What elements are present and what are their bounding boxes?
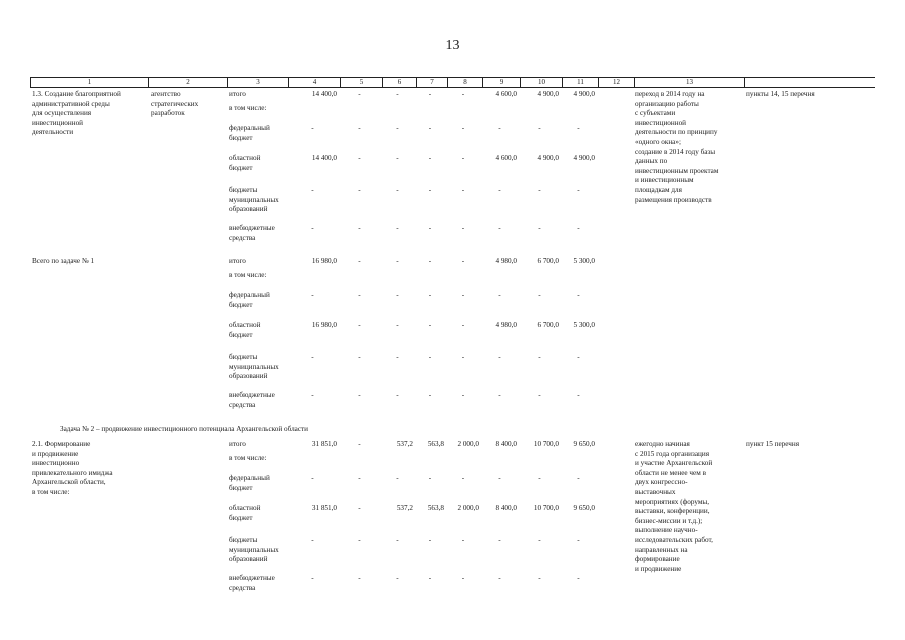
block3-row-value: -	[358, 504, 361, 512]
column-header-5: 5	[341, 78, 383, 87]
block2-row-value: -	[358, 321, 361, 329]
block2-row-value: -	[461, 321, 465, 329]
block2-row-value: -	[428, 257, 432, 265]
block3-row-value: 10 700,0	[533, 440, 559, 448]
column-header-6: 6	[383, 78, 417, 87]
block3-row-value: -	[428, 536, 432, 544]
block3-title: 2.1. Формирование и продвижение инвестиционно привлекательного имиджа Архангельской области, в том числе:	[32, 440, 113, 496]
block2-row-value: -	[358, 353, 361, 361]
block2-row-value: -	[311, 291, 314, 299]
block3-row-value: 8 400,0	[495, 504, 517, 512]
block3-row-value: -	[538, 574, 541, 582]
block3-row-label: бюджеты муниципальных образований	[229, 536, 279, 564]
block1-row-value: -	[577, 186, 580, 194]
block2-row-value: -	[577, 353, 580, 361]
column-header-3: 3	[228, 78, 289, 87]
block2-row-value: -	[428, 291, 432, 299]
block3-row-value: -	[396, 536, 399, 544]
block3-row-value: -	[396, 474, 399, 482]
block3-row-value: 9 650,0	[573, 440, 595, 448]
block2-row-value: 4 980,0	[495, 321, 517, 329]
block2-row-label: в том числе:	[229, 271, 267, 279]
block3-row-label: федеральный бюджет	[229, 474, 270, 492]
block3-row-value: -	[428, 574, 432, 582]
block3-row-value: 563,8	[427, 440, 444, 448]
block3-row-value: 2 000,0	[457, 440, 479, 448]
block2-row-value: -	[538, 291, 541, 299]
block1-row-value: 4 900,0	[537, 90, 559, 98]
block2-title: Всего по задаче № 1	[32, 257, 95, 265]
task-2-heading: Задача № 2 – продвижение инвестиционного потенциала Архангельской области	[60, 425, 309, 433]
block1-row-value: -	[396, 154, 399, 162]
block1-row-label: в том числе:	[229, 104, 267, 112]
block1-row-label: областной бюджет	[229, 154, 261, 172]
block1-row-value: -	[498, 124, 501, 132]
block1-agency: агентство стратегических разработок	[151, 90, 199, 118]
block2-row-value: -	[358, 291, 361, 299]
block1-row-value: -	[358, 90, 361, 98]
block1-row-value: -	[311, 224, 314, 232]
column-header-4: 4	[289, 78, 341, 87]
block1-row-value: -	[396, 124, 399, 132]
block1-row-label: федеральный бюджет	[229, 124, 270, 142]
block2-row-value: -	[461, 353, 465, 361]
block3-row-value: 8 400,0	[495, 440, 517, 448]
budget-table	[30, 77, 875, 592]
block1-row-value: -	[358, 154, 361, 162]
block1-row-label: внебюджетные средства	[229, 224, 275, 242]
block1-row-value: -	[358, 186, 361, 194]
block3-row-value: -	[577, 474, 580, 482]
block1-row-value: -	[396, 224, 399, 232]
block2-row-value: -	[538, 391, 541, 399]
column-header-12: 12	[599, 78, 635, 87]
block3-row-value: 31 851,0	[311, 440, 337, 448]
block2-row-value: -	[396, 291, 399, 299]
block2-row-value: -	[358, 257, 361, 265]
block3-row-value: -	[577, 574, 580, 582]
block3-row-value: -	[461, 574, 465, 582]
block1-row-value: -	[428, 90, 432, 98]
block3-row-value: -	[311, 574, 314, 582]
block1-row-value: -	[461, 90, 465, 98]
block3-row-value: 10 700,0	[533, 504, 559, 512]
block2-row-value: -	[311, 391, 314, 399]
block2-row-value: -	[577, 291, 580, 299]
block2-row-label: итого	[229, 257, 246, 265]
block1-row-value: 4 900,0	[573, 90, 595, 98]
block1-row-value: -	[577, 224, 580, 232]
block1-note: переход в 2014 году на организацию работы с субъектами инвестиционной деятельности по принципу «одного окна»; создание в 2014 году базы данных по инвестиционным проектам и инвестиционным площадкам для размещения производств	[635, 90, 719, 204]
block1-row-value: -	[311, 186, 314, 194]
block2-row-value: -	[538, 353, 541, 361]
block3-row-value: -	[358, 440, 361, 448]
block2-row-value: -	[498, 291, 501, 299]
block3-row-value: -	[498, 474, 501, 482]
block2-row-value: 4 980,0	[495, 257, 517, 265]
block2-row-label: внебюджетные средства	[229, 391, 275, 409]
block2-row-label: областной бюджет	[229, 321, 261, 339]
block2-row-label: бюджеты муниципальных образований	[229, 353, 279, 381]
block1-row-value: 4 900,0	[537, 154, 559, 162]
block1-row-value: -	[461, 224, 465, 232]
block2-row-value: 6 700,0	[537, 257, 559, 265]
block1-reference: пункты 14, 15 перечня	[746, 90, 815, 98]
column-header-2: 2	[149, 78, 228, 87]
block3-row-value: -	[577, 536, 580, 544]
block2-row-value: -	[396, 353, 399, 361]
block1-row-value: -	[498, 224, 501, 232]
block1-row-value: -	[461, 186, 465, 194]
table-header-row	[30, 77, 875, 88]
block2-row-value: -	[311, 353, 314, 361]
block2-row-value: -	[461, 391, 465, 399]
column-header-8: 8	[448, 78, 483, 87]
block3-row-label: внебюджетные средства	[229, 574, 275, 592]
block3-row-label: в том числе:	[229, 454, 267, 462]
column-header-9: 9	[483, 78, 521, 87]
block2-row-value: -	[498, 353, 501, 361]
block1-row-value: 4 600,0	[495, 154, 517, 162]
block1-row-value: -	[461, 154, 465, 162]
block2-row-value: -	[396, 257, 399, 265]
block1-row-value: -	[538, 186, 541, 194]
block1-row-value: -	[396, 186, 399, 194]
block2-row-value: -	[577, 391, 580, 399]
block3-row-value: -	[538, 474, 541, 482]
block3-reference: пункт 15 перечня	[746, 440, 800, 448]
block2-row-value: -	[498, 391, 501, 399]
column-header-13: 13	[635, 78, 745, 87]
block3-row-value: 31 851,0	[311, 504, 337, 512]
column-header-7: 7	[417, 78, 448, 87]
block1-title: 1.3. Создание благоприятной административной среды для осуществления инвестиционной деятельности	[32, 90, 121, 137]
block2-row-value: 5 300,0	[573, 257, 595, 265]
column-header-10: 10	[521, 78, 563, 87]
block1-row-value: -	[311, 124, 314, 132]
block1-row-label: итого	[229, 90, 246, 98]
block1-row-value: -	[498, 186, 501, 194]
block2-row-value: -	[461, 257, 465, 265]
block3-row-value: 537,2	[396, 504, 413, 512]
block1-row-value: 4 600,0	[495, 90, 517, 98]
block3-row-value: -	[461, 474, 465, 482]
block1-row-value: -	[538, 224, 541, 232]
block2-row-value: 5 300,0	[573, 321, 595, 329]
block1-row-value: -	[428, 224, 432, 232]
block2-row-value: 16 980,0	[311, 257, 337, 265]
block3-row-value: -	[358, 574, 361, 582]
block2-row-value: -	[396, 391, 399, 399]
block2-row-value: -	[428, 353, 432, 361]
block1-row-value: -	[428, 124, 432, 132]
block1-row-value: -	[577, 124, 580, 132]
block3-row-value: -	[461, 536, 465, 544]
block1-row-value: -	[538, 124, 541, 132]
block1-row-value: -	[428, 154, 432, 162]
block3-row-value: -	[396, 574, 399, 582]
block3-note: ежегодно начиная с 2015 года организация и участие Архангельской области не менее чем в двух конгрессно- выставочных мероприятиях (форумы, выставки, конференции, бизнес-миссии и т.д.); выполнение научно- исследовательских работ, направленных на формирование и продвижение	[635, 440, 713, 573]
block1-row-label: бюджеты муниципальных образований	[229, 186, 279, 214]
block3-row-value: -	[311, 536, 314, 544]
block1-row-value: -	[396, 90, 399, 98]
block3-row-value: 9 650,0	[573, 504, 595, 512]
block3-row-value: -	[498, 574, 501, 582]
block2-row-value: -	[461, 291, 465, 299]
block2-row-value: -	[428, 391, 432, 399]
page-number: 13	[445, 38, 460, 53]
block1-row-value: 14 400,0	[311, 90, 337, 98]
block1-row-value: -	[358, 124, 361, 132]
block1-row-value: -	[428, 186, 432, 194]
block3-row-value: -	[538, 536, 541, 544]
block1-row-value: -	[461, 124, 465, 132]
block3-row-value: 537,2	[396, 440, 413, 448]
block3-row-value: -	[358, 474, 361, 482]
block3-row-value: -	[428, 474, 432, 482]
block2-row-value: 16 980,0	[311, 321, 337, 329]
block3-row-value: -	[311, 474, 314, 482]
block3-row-label: областной бюджет	[229, 504, 261, 522]
block2-row-value: 6 700,0	[537, 321, 559, 329]
block3-row-value: 2 000,0	[457, 504, 479, 512]
block2-row-value: -	[396, 321, 399, 329]
block3-row-value: 563,8	[427, 504, 444, 512]
block3-row-value: -	[358, 536, 361, 544]
block2-row-label: федеральный бюджет	[229, 291, 270, 309]
block2-row-value: -	[428, 321, 432, 329]
column-header-11: 11	[563, 78, 599, 87]
block1-row-value: 4 900,0	[573, 154, 595, 162]
block1-row-value: 14 400,0	[311, 154, 337, 162]
block3-row-label: итого	[229, 440, 246, 448]
block2-row-value: -	[358, 391, 361, 399]
block3-row-value: -	[498, 536, 501, 544]
block1-row-value: -	[358, 224, 361, 232]
column-header-1: 1	[31, 78, 149, 87]
